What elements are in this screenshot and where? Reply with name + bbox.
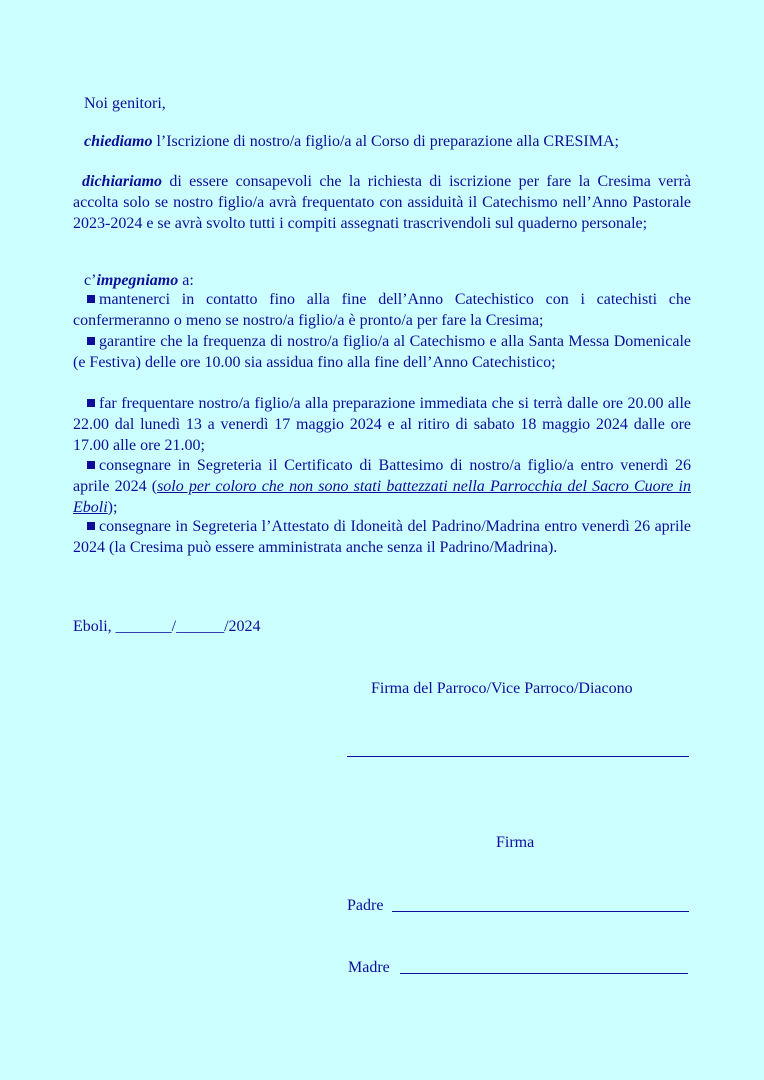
declaration-text: di essere consapevoli che la richiesta di iscrizione per fare la Cresima verrà accolta solo se nostro figlio/a avrà frequentato con assiduità il Catechismo nell’Anno Pastorale 2023-2024 e se avrà svolto tutti i compiti assegnati trascrivendoli sul quaderno personale; [73,173,691,232]
commitment-item-text: far frequentare nostro/a figlio/a alla preparazione immediata che si terrà dalle ore 20.00 alle 22.00 dal lunedì 13 a venerdì 17 maggio 2024 e al ritiro di sabato 18 maggio 2024 dalle ore 17.00 alle ore 21.00; [73,395,691,454]
commitment-item-text: mantenerci in contatto fino alla fine dell’Anno Catechistico con i catechisti che confermeranno o meno se nostro/a figlio/a è pronto/a per fare la Cresima; [73,291,691,329]
request-verb: chiediamo [84,133,153,150]
commitment-intro [84,270,194,291]
square-bullet-icon [87,295,95,303]
mother-signature-label: Madre [348,959,390,976]
commitment-item-text: consegnare in Segreteria il Certificato di Battesimo di nostro/a figlio/a entro venerdì 26 aprile 2024 ( [73,457,691,495]
commitment-item-text: consegnare in Segreteria l’Attestato di Idoneità del Padrino/Madrina entro venerdì 26 aprile 2024 (la Cresima può essere amministrata anche senza il Padrino/Madrina). [73,518,691,556]
request-text: l’Iscrizione di nostro/a figlio/a al Corso di preparazione alla CRESIMA; [152,133,619,150]
commitment-item-text: garantire che la frequenza di nostro/a figlio/a al Catechismo e alla Santa Messa Domenicale (e Festiva) delle ore 10.00 sia assidua fino alla fine dell’Anno Catechistico; [73,333,691,371]
square-bullet-icon [87,461,95,469]
commitment-prefix: c’ [84,272,97,289]
commitment-item-4 [73,456,691,518]
father-signature-label: Padre [347,897,384,914]
square-bullet-icon [87,337,95,345]
mother-signature-line[interactable] [400,973,688,974]
priest-signature-line[interactable] [347,756,689,757]
place-date-field[interactable]: Eboli, _______/______/2024 [73,618,261,635]
square-bullet-icon [87,399,95,407]
declaration-verb: dichiariamo [82,173,163,190]
commitment-item-end: ); [107,498,118,516]
greeting: Noi genitori, [84,95,166,112]
commitment-item-note: solo per coloro che non sono stati battezzati nella Parrocchia del Sacro Cuore in Eboli [73,477,691,516]
commitment-item-5 [73,517,691,559]
commitment-verb: impegniamo [96,272,179,289]
firma-label: Firma [496,834,535,851]
square-bullet-icon [87,522,95,530]
commitment-item-1 [73,290,691,332]
commitment-suffix: a: [178,272,194,289]
declaration-paragraph [73,172,691,234]
request-paragraph [84,131,619,152]
commitment-item-3 [73,394,691,456]
commitment-item-2 [73,332,691,374]
father-signature-line[interactable] [392,911,689,912]
priest-signature-label: Firma del Parroco/Vice Parroco/Diacono [371,680,633,697]
